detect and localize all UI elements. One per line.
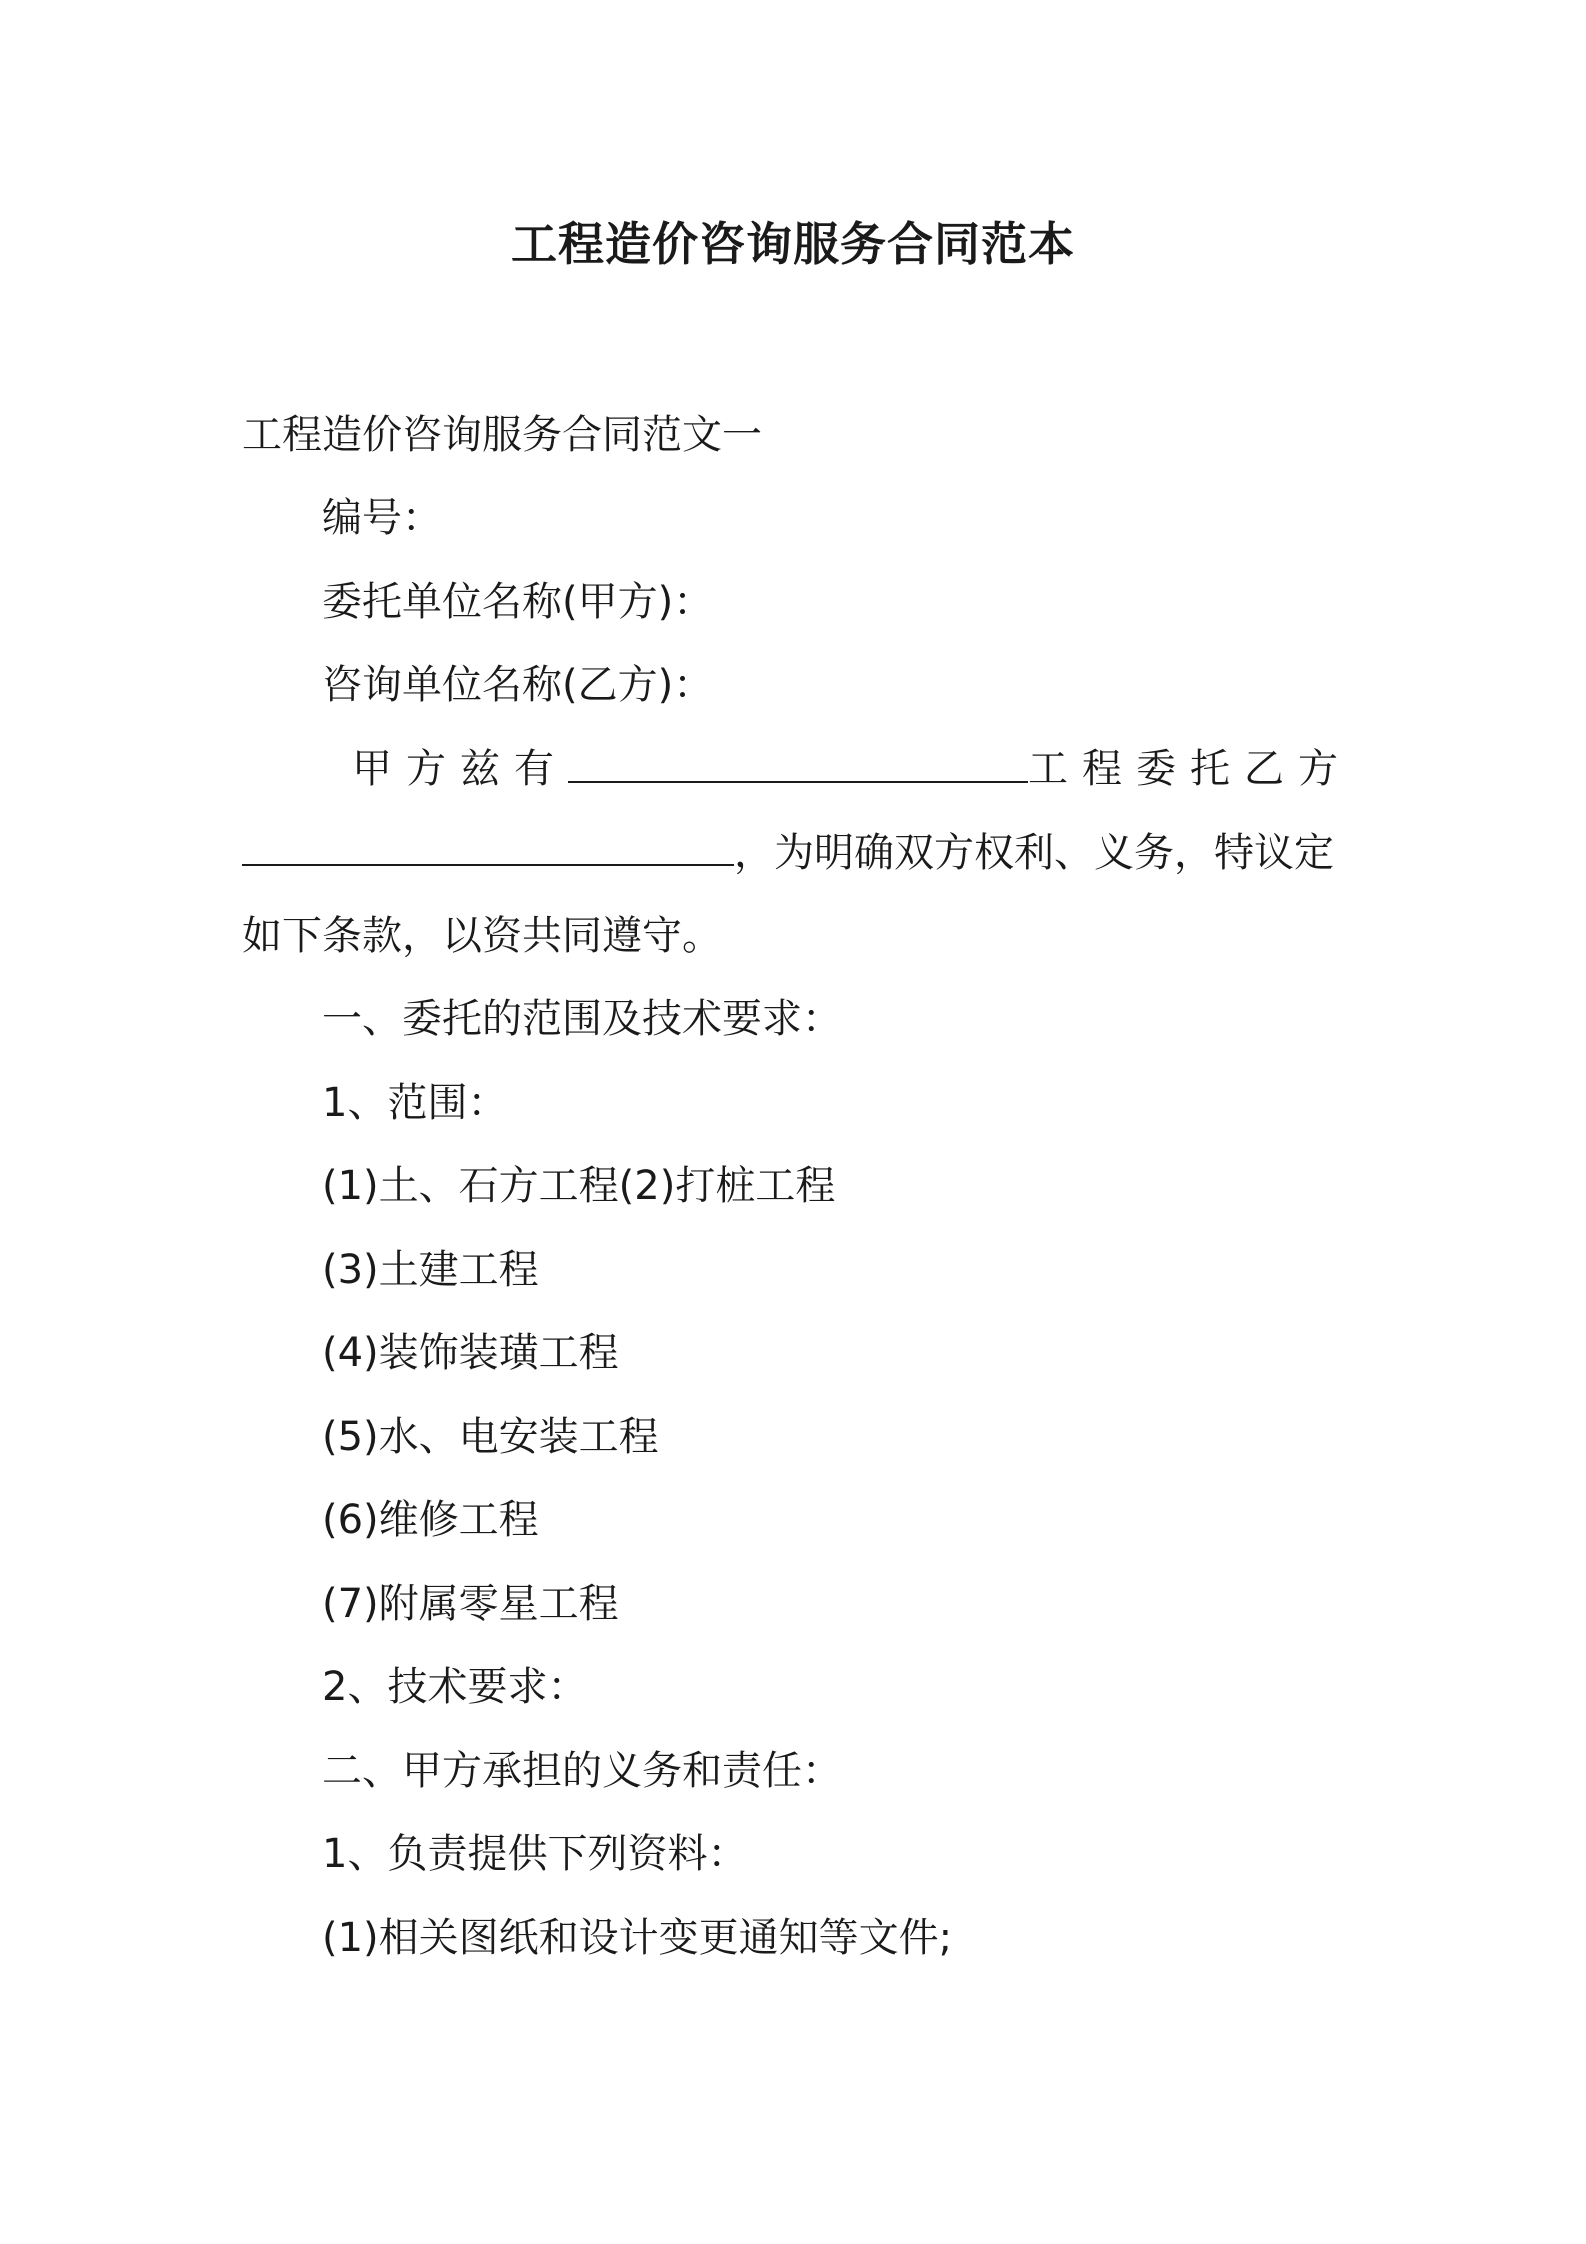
tech-heading: 2、技术要求： [322,1664,588,1710]
intro-part-1: 甲方兹有 [352,746,568,792]
scope-item: (6)维修工程 [322,1497,539,1543]
intro-part-2: 工程委托乙方 [1028,746,1352,792]
scope-item: (7)附属零星工程 [322,1581,619,1627]
section-2-heading: 二、甲方承担的义务和责任： [322,1748,842,1794]
duty-1: 1、负责提供下列资料： [322,1831,748,1877]
project-name-blank [568,741,1028,783]
number-label: 编号： [322,495,442,541]
scope-item: (5)水、电安装工程 [322,1414,659,1460]
document-title: 工程造价咨询服务合同范本 [511,217,1075,271]
intro-line-1 [242,741,1352,797]
intro-part-3: ，为明确双方权利、义务，特议定 [734,830,1334,876]
consultant-name-blank [242,824,734,866]
party-b-label: 咨询单位名称(乙方)： [322,662,714,708]
party-a-label: 委托单位名称(甲方)： [322,579,714,625]
scope-heading: 1、范围： [322,1080,508,1126]
intro-line-2 [242,824,1334,881]
duty-1-item-1: (1)相关图纸和设计变更通知等文件; [322,1915,953,1961]
scope-item: (3)土建工程 [322,1247,539,1293]
document-subtitle: 工程造价咨询服务合同范文一 [242,412,762,458]
intro-part-4: 如下条款，以资共同遵守。 [242,913,722,959]
section-1-heading: 一、委托的范围及技术要求： [322,996,842,1042]
scope-item: (1)土、石方工程(2)打桩工程 [322,1163,836,1209]
scope-item: (4)装饰装璜工程 [322,1330,619,1376]
